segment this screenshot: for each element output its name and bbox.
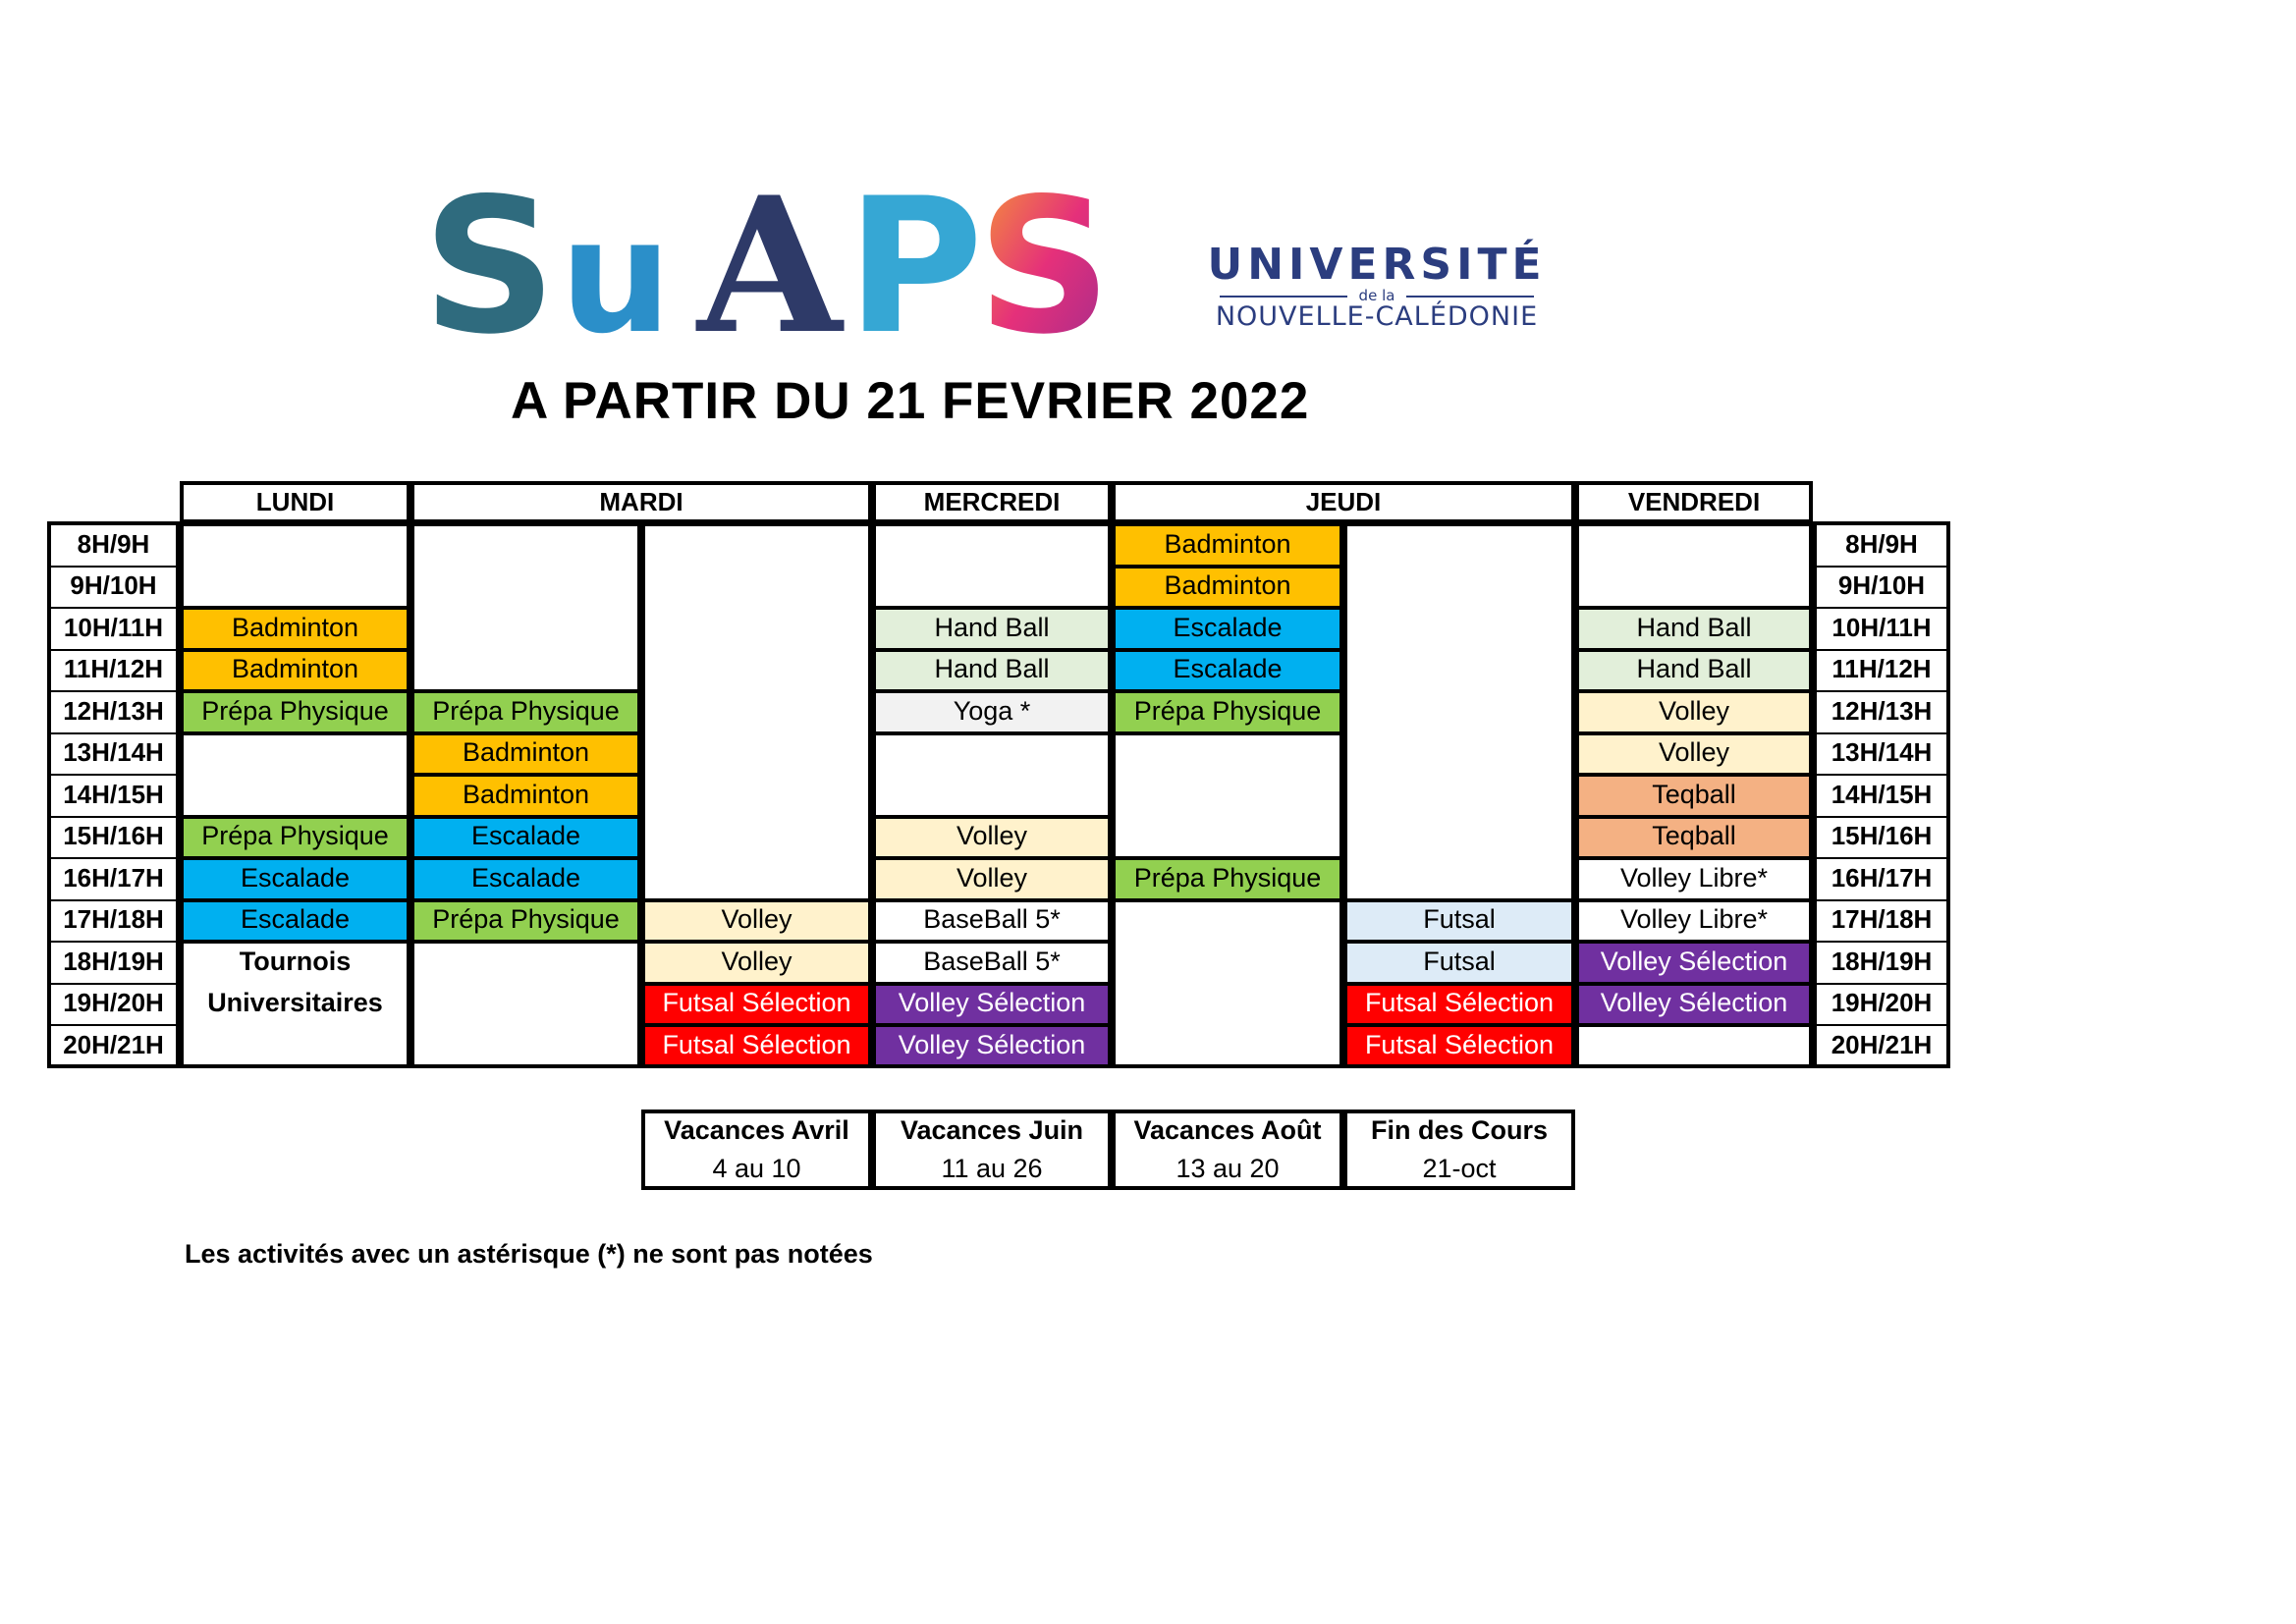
activity-cell: Hand Ball [1575,649,1813,691]
activity-cell: Futsal Sélection [641,983,872,1025]
svg-text:S: S [422,182,557,353]
activity-cell: Volley Sélection [1575,941,1813,983]
vacation-cell [1112,1110,1343,1190]
activity-cell: Volley [872,857,1112,899]
time-label-right: 11H/12H [1831,654,1932,684]
activity-cell: Escalade [180,857,410,899]
activity-cell: Prépa Physique [410,690,641,732]
day-header-lundi: LUNDI [180,481,410,523]
empty-block-border [180,523,410,609]
time-label-left: 18H/19H [63,946,164,976]
time-label-right: 9H/10H [1837,570,1926,601]
time-label-right: 12H/13H [1831,695,1933,726]
tournois-universitaires [180,941,410,1066]
activity-cell: Volley Sélection [872,983,1112,1025]
activity-cell: Volley Sélection [1575,983,1813,1025]
time-label-left: 17H/18H [63,904,164,935]
svg-text:P: P [847,182,984,353]
vacation-dates: 4 au 10 [712,1154,801,1183]
activity-cell: Volley Sélection [872,1024,1112,1066]
activity-cell: Escalade [1112,607,1343,649]
empty-block-border [1112,732,1343,860]
activity-cell: Prépa Physique [410,899,641,942]
time-label-left: 14H/15H [63,779,164,809]
empty-block-border [872,523,1112,609]
vacation-cell [872,1110,1112,1190]
activity-cell: Volley [872,816,1112,858]
activity-cell: Prépa Physique [1112,857,1343,899]
tournois-line1: Tournois [239,947,352,976]
time-label-right: 20H/21H [1831,1029,1933,1059]
activity-cell: BaseBall 5* [872,941,1112,983]
time-label-left: 11H/12H [63,654,164,684]
day-header-mardi: MARDI [410,481,872,523]
activity-cell: Volley Libre* [1575,899,1813,942]
activity-cell: Futsal Sélection [1343,1024,1575,1066]
time-label-right: 16H/17H [1831,862,1933,893]
time-label-right: 17H/18H [1831,904,1933,935]
time-label-left: 8H/9H [77,528,150,559]
vacation-cell [641,1110,872,1190]
activity-cell: Badminton [180,649,410,691]
svg-text:u: u [560,185,672,353]
time-label-left: 16H/17H [63,862,164,893]
time-label-right: 10H/11H [1831,612,1932,642]
empty-block-border [1575,523,1813,609]
vacation-dates: 21-oct [1422,1154,1497,1183]
page-title: A PARTIR DU 21 FEVRIER 2022 [511,372,1310,430]
activity-cell: Volley [1575,732,1813,775]
vacation-cell [1343,1110,1575,1190]
day-header-mercredi: MERCREDI [872,481,1112,523]
empty-block-border [410,941,641,1068]
vacation-title: Fin des Cours [1370,1115,1549,1145]
activity-cell: Prépa Physique [180,690,410,732]
activity-cell: Futsal Sélection [1343,983,1575,1025]
activity-cell: Yoga * [872,690,1112,732]
empty-block-border [1343,523,1575,901]
activity-cell: Badminton [1112,566,1343,608]
time-label-right: 15H/16H [1831,821,1933,851]
vacation-dates: 13 au 20 [1175,1154,1280,1183]
activity-cell: Escalade [410,857,641,899]
asterisk-note: Les activités avec un astérisque (*) ne sont pas notées [185,1239,873,1269]
time-label-left: 19H/20H [63,988,164,1018]
time-label-right: 19H/20H [1831,988,1933,1018]
activity-cell: Prépa Physique [1112,690,1343,732]
activity-cell: Hand Ball [872,607,1112,649]
university-logo [1200,242,1554,332]
activity-cell: BaseBall 5* [872,899,1112,942]
activity-cell: Volley Libre* [1575,857,1813,899]
time-label-left: 12H/13H [63,695,164,726]
activity-cell: Badminton [1112,523,1343,566]
activity-cell: Badminton [410,774,641,816]
activity-cell: Futsal [1343,941,1575,983]
university-line2: de la [1200,289,1554,302]
time-label-right: 13H/14H [1831,737,1933,768]
time-label-right: 14H/15H [1831,779,1933,809]
activity-cell: Teqball [1575,816,1813,858]
time-label-left: 20H/21H [63,1029,164,1059]
empty-block-border [872,732,1112,818]
activity-cell: Volley [641,899,872,942]
activity-cell: Badminton [180,607,410,649]
time-label-right: 18H/19H [1831,946,1933,976]
vacation-title: Vacances Juin [900,1115,1084,1145]
activity-cell: Teqball [1575,774,1813,816]
tournois-line2: Universitaires [207,988,383,1017]
activity-cell: Hand Ball [1575,607,1813,649]
activity-cell: Badminton [410,732,641,775]
activity-cell: Futsal [1343,899,1575,942]
activity-cell: Hand Ball [872,649,1112,691]
university-line1: UNIVERSITÉ [1207,240,1547,290]
svg-text:A: A [697,182,843,353]
activity-cell: Prépa Physique [180,816,410,858]
activity-cell: Volley [641,941,872,983]
time-label-left: 15H/16H [63,821,164,851]
vacation-dates: 11 au 26 [941,1154,1043,1183]
activity-cell: Futsal Sélection [641,1024,872,1066]
empty-block-border [1575,1024,1813,1068]
vacation-title: Vacances Août [1133,1115,1322,1145]
time-label-left: 10H/11H [63,612,164,642]
suaps-logo [422,182,1129,353]
empty-block-border [180,732,410,818]
day-header-vendredi: VENDREDI [1575,481,1813,523]
university-line3: NOUVELLE-CALÉDONIE [1215,301,1539,332]
activity-cell: Escalade [410,816,641,858]
activity-cell: Escalade [180,899,410,942]
empty-block-border [1112,899,1343,1068]
vacation-title: Vacances Avril [664,1115,849,1145]
empty-block-border [410,523,641,692]
day-header-jeudi: JEUDI [1112,481,1575,523]
svg-text:S: S [977,182,1112,353]
activity-cell: Volley [1575,690,1813,732]
empty-block-border [641,523,872,901]
time-label-right: 8H/9H [1845,528,1918,559]
time-label-left: 9H/10H [70,570,157,601]
time-label-left: 13H/14H [63,737,164,768]
activity-cell: Escalade [1112,649,1343,691]
